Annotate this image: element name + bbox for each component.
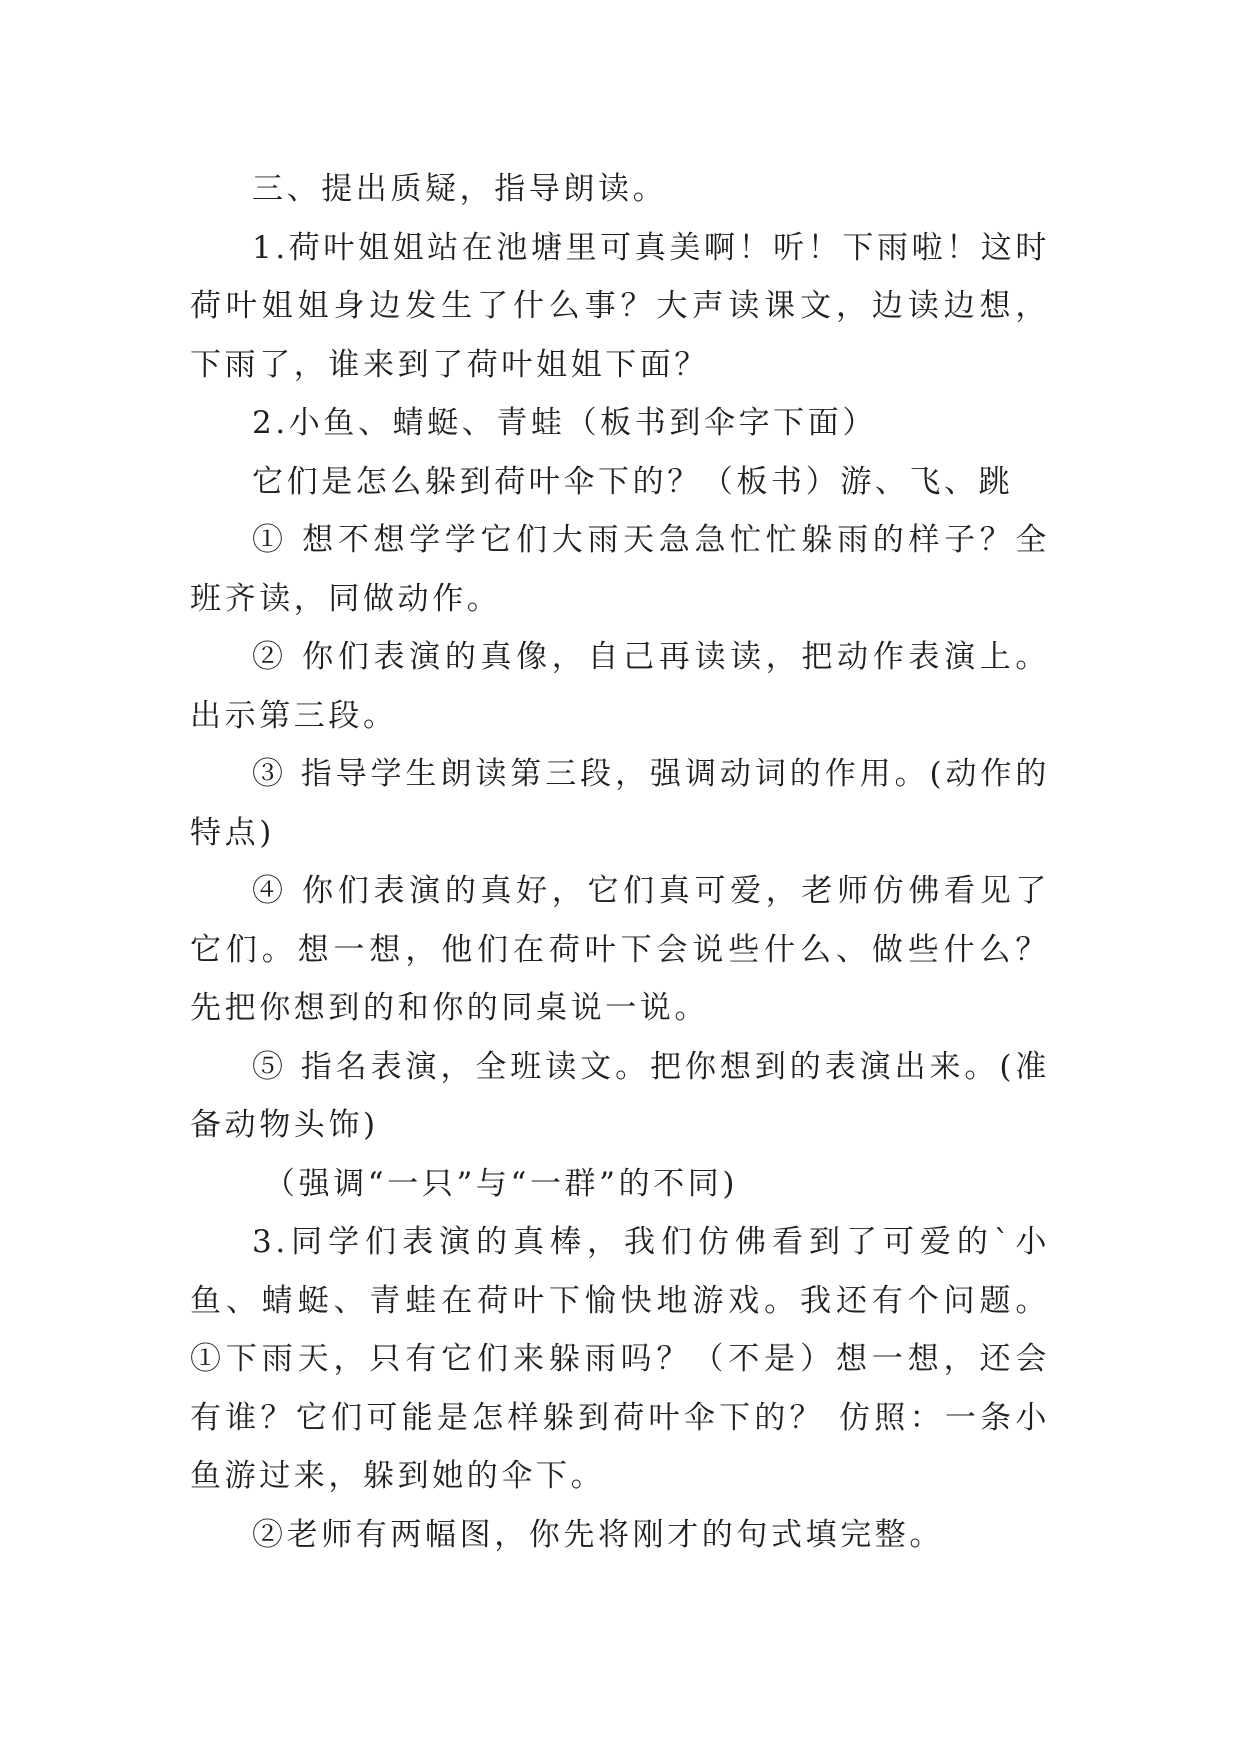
- paragraph-step-1: 1.荷叶姐姐站在池塘里可真美啊！听！下雨啦！这时荷叶姐姐身边发生了什么事？大声读课文，边读边想，下雨了，谁来到了荷叶姐姐下面？: [190, 229, 1050, 383]
- paragraph-item-2: ② 你们表演的真像，自己再读读，把动作表演上。出示第三段。: [190, 639, 1050, 734]
- paragraph-item-4: ④ 你们表演的真好，它们真可爱，老师仿佛看见了它们。想一想，他们在荷叶下会说些什么、做些什么？先把你想到的和你的同桌说一说。: [190, 873, 1050, 1026]
- section-heading: 三、提出质疑，指导朗读。: [252, 171, 668, 207]
- document-body: [190, 160, 1050, 1564]
- paragraph-step-2: 2.小鱼、蜻蜓、青蛙（板书到伞字下面）: [252, 405, 877, 441]
- paragraph-item-1: ① 想不想学学它们大雨天急急忙忙躲雨的样子？全班齐读，同做动作。: [190, 522, 1050, 617]
- paragraph-question: 它们是怎么躲到荷叶伞下的？（板书）游、飞、跳: [252, 463, 1014, 500]
- paragraph-item-3: ③ 指导学生朗读第三段，强调动词的作用。(动作的特点): [190, 756, 1050, 851]
- paragraph-note: （强调“一只”与“一群”的不同): [264, 1165, 739, 1202]
- paragraph-item-5: ⑤ 指名表演，全班读文。把你想到的表演出来。(准备动物头饰): [190, 1048, 1050, 1143]
- paragraph-step-3: 3.同学们表演的真棒，我们仿佛看到了可爱的`小鱼、蜻蜓、青蛙在荷叶下愉快地游戏。我还有个问题。①下雨天，只有它们来躲雨吗？（不是）想一想，还会有谁？它们可能是怎样躲到荷叶伞下的？ 仿照：一条小鱼游过来，躲到她的伞下。: [190, 1224, 1050, 1494]
- paragraph-final: ②老师有两幅图，你先将刚才的句式填完整。: [252, 1516, 944, 1553]
